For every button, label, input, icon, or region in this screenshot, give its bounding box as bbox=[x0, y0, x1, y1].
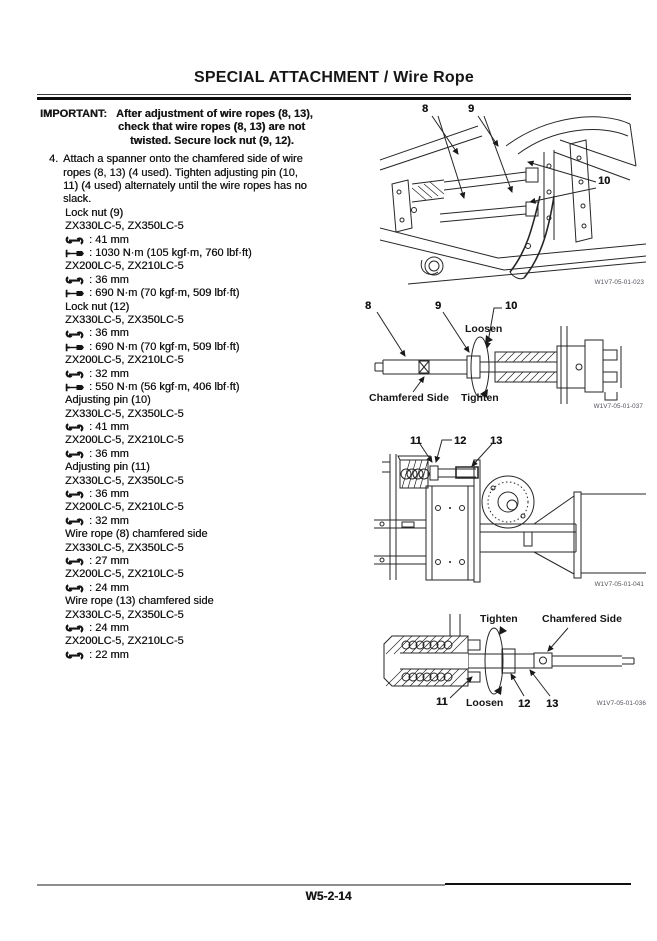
spec-heading bbox=[65, 301, 374, 314]
callout-13: 13 bbox=[490, 435, 503, 447]
chamfered-side-label: Chamfered Side bbox=[542, 613, 622, 625]
spec-heading bbox=[65, 207, 374, 220]
tighten-label: Tighten bbox=[461, 392, 499, 404]
spec-text: : 27 mm bbox=[89, 555, 129, 567]
torque-wrench-icon bbox=[65, 383, 84, 392]
open-end-wrench-icon bbox=[65, 651, 84, 660]
spec-value-row bbox=[65, 582, 374, 595]
step-number: 4. bbox=[49, 153, 59, 166]
spec-text: : 24 mm bbox=[89, 581, 129, 594]
spec-value-row bbox=[65, 327, 374, 340]
spec-text: ZX330LC-5, ZX350LC-5 bbox=[65, 474, 184, 487]
spec-text: ZX200LC-5, ZX210LC-5 bbox=[65, 635, 184, 648]
figure-3-drawing bbox=[372, 428, 648, 596]
callout-13: 13 bbox=[546, 698, 559, 710]
figure-locknut-12-detail bbox=[372, 602, 652, 720]
spec-text: : 41 mm bbox=[89, 421, 129, 434]
figure-locknut-9-detail bbox=[355, 300, 647, 412]
spec-text: ZX200LC-5, ZX210LC-5 bbox=[65, 260, 184, 273]
torque-wrench-icon bbox=[65, 289, 84, 298]
open-end-wrench-icon bbox=[65, 450, 84, 459]
open-end-wrench-icon bbox=[65, 276, 84, 285]
page-title: SPECIAL ATTACHMENT / Wire Rope bbox=[194, 69, 474, 86]
open-end-wrench-icon bbox=[65, 624, 84, 633]
spec-text: : 36 mm bbox=[89, 327, 129, 340]
spec-heading bbox=[65, 635, 374, 648]
callout-11: 11 bbox=[410, 435, 422, 447]
spec-text: Wire rope (13) chamfered side bbox=[65, 595, 214, 608]
callout-9: 9 bbox=[435, 300, 442, 312]
torque-wrench-icon bbox=[65, 249, 84, 258]
callout-12: 12 bbox=[454, 435, 467, 447]
spec-text: : 36 mm bbox=[89, 488, 129, 501]
callout-8: 8 bbox=[422, 103, 429, 115]
spec-value-row bbox=[65, 287, 374, 300]
step-line: slack. bbox=[63, 193, 92, 206]
spec-text: : 32 mm bbox=[89, 514, 129, 527]
open-end-wrench-icon bbox=[65, 557, 84, 566]
spec-value-row bbox=[65, 622, 374, 635]
spec-text: : 690 N·m (70 kgf·m, 509 lbf·ft) bbox=[89, 340, 240, 353]
spec-heading bbox=[65, 260, 374, 273]
step-4 bbox=[40, 153, 374, 207]
chamfered-side-label: Chamfered Side bbox=[369, 392, 449, 404]
spec-text: : 32 mm bbox=[89, 367, 129, 380]
important-line: After adjustment of wire ropes (8, 13), bbox=[116, 108, 313, 120]
open-end-wrench-icon bbox=[65, 330, 84, 339]
spec-text: ZX330LC-5, ZX350LC-5 bbox=[65, 541, 184, 554]
step-line: ropes (8, 13) (4 used). Tighten adjusting pin (10, bbox=[63, 166, 298, 179]
spec-value-row bbox=[65, 368, 374, 381]
spec-text: : 550 N·m (56 kgf·m, 406 lbf·ft) bbox=[89, 380, 240, 393]
spec-heading bbox=[65, 609, 374, 622]
spec-list bbox=[65, 207, 374, 662]
spec-value-row bbox=[65, 381, 374, 394]
important-label: IMPORTANT: bbox=[40, 108, 108, 120]
torque-wrench-icon bbox=[65, 343, 84, 352]
open-end-wrench-icon bbox=[65, 236, 84, 245]
figure-1-drawing bbox=[378, 100, 646, 292]
spec-value-row bbox=[65, 515, 374, 528]
spec-heading bbox=[65, 408, 374, 421]
spec-text: ZX330LC-5, ZX350LC-5 bbox=[65, 220, 184, 233]
spec-text: ZX200LC-5, ZX210LC-5 bbox=[65, 501, 184, 514]
open-end-wrench-icon bbox=[65, 370, 84, 379]
spec-heading bbox=[65, 542, 374, 555]
spec-value-row bbox=[65, 649, 374, 662]
spec-text: ZX200LC-5, ZX210LC-5 bbox=[65, 434, 184, 447]
figure-reference: W1V7-05-01-037 bbox=[593, 403, 643, 410]
spec-text: ZX200LC-5, ZX210LC-5 bbox=[65, 354, 184, 367]
spec-value-row bbox=[65, 234, 374, 247]
loosen-label: Loosen bbox=[466, 697, 504, 709]
callout-10: 10 bbox=[505, 300, 518, 312]
spec-value-row bbox=[65, 448, 374, 461]
step-line: 11) (4 used) alternately until the wire ropes has no bbox=[63, 180, 307, 193]
footer-rule-right bbox=[445, 883, 631, 886]
loosen-label: Loosen bbox=[465, 323, 503, 335]
spec-text: ZX330LC-5, ZX350LC-5 bbox=[65, 608, 184, 621]
spec-heading bbox=[65, 461, 374, 474]
step-text bbox=[63, 153, 374, 207]
spec-value-row bbox=[65, 488, 374, 501]
spec-text: : 1030 N·m (105 kgf·m, 760 lbf·ft) bbox=[89, 247, 252, 260]
open-end-wrench-icon bbox=[65, 423, 84, 432]
spec-text: : 24 mm bbox=[89, 621, 129, 634]
spec-value-row bbox=[65, 341, 374, 354]
step-line: Attach a spanner onto the chamfered side of wire bbox=[63, 153, 303, 166]
spec-text: ZX200LC-5, ZX210LC-5 bbox=[65, 568, 184, 581]
page-number: W5-2-14 bbox=[305, 889, 352, 903]
spec-text: : 22 mm bbox=[89, 648, 129, 661]
text-column bbox=[40, 108, 374, 662]
spec-heading bbox=[65, 314, 374, 327]
spec-text: : 41 mm bbox=[89, 233, 129, 246]
callout-8: 8 bbox=[365, 300, 372, 312]
figure-wire-rope-overview bbox=[378, 100, 646, 292]
spec-text: ZX330LC-5, ZX350LC-5 bbox=[65, 407, 184, 420]
open-end-wrench-icon bbox=[65, 517, 84, 526]
open-end-wrench-icon bbox=[65, 584, 84, 593]
spec-text: : 36 mm bbox=[89, 447, 129, 460]
spec-text: ZX330LC-5, ZX350LC-5 bbox=[65, 313, 184, 326]
spec-heading bbox=[65, 501, 374, 514]
spec-heading bbox=[65, 220, 374, 233]
callout-12: 12 bbox=[518, 698, 531, 710]
figure-pins-11-12-13-overview bbox=[372, 428, 648, 596]
spec-value-row bbox=[65, 421, 374, 434]
spec-value-row bbox=[65, 555, 374, 568]
footer-rule-left bbox=[37, 884, 445, 886]
figure-reference: W1V7-05-01-036 bbox=[596, 700, 646, 707]
spec-heading bbox=[65, 394, 374, 407]
important-line: check that wire ropes (8, 13) are not bbox=[118, 121, 306, 134]
callout-11: 11 bbox=[436, 696, 448, 708]
spec-text: : 690 N·m (70 kgf·m, 509 lbf·ft) bbox=[89, 287, 240, 300]
tighten-label: Tighten bbox=[480, 613, 518, 625]
spec-heading bbox=[65, 568, 374, 581]
important-text bbox=[116, 108, 374, 148]
spec-value-row bbox=[65, 274, 374, 287]
spec-text: : 36 mm bbox=[89, 273, 129, 286]
open-end-wrench-icon bbox=[65, 490, 84, 499]
spec-heading bbox=[65, 434, 374, 447]
important-line: twisted. Secure lock nut (9, 12). bbox=[130, 134, 294, 147]
spec-value-row bbox=[65, 247, 374, 260]
callout-9: 9 bbox=[468, 103, 475, 115]
figure-reference: W1V7-05-01-041 bbox=[594, 581, 644, 588]
spec-heading bbox=[65, 595, 374, 608]
spec-heading bbox=[65, 528, 374, 541]
important-note bbox=[40, 108, 374, 148]
spec-text: Wire rope (8) chamfered side bbox=[65, 528, 208, 541]
spec-text: Lock nut (9) bbox=[65, 206, 124, 219]
spec-text: Adjusting pin (10) bbox=[65, 394, 151, 407]
spec-heading bbox=[65, 354, 374, 367]
figure-reference: W1V7-05-01-023 bbox=[594, 279, 644, 286]
callout-10: 10 bbox=[598, 175, 611, 187]
spec-text: Adjusting pin (11) bbox=[65, 461, 150, 474]
spec-text: Lock nut (12) bbox=[65, 300, 130, 313]
spec-heading bbox=[65, 475, 374, 488]
